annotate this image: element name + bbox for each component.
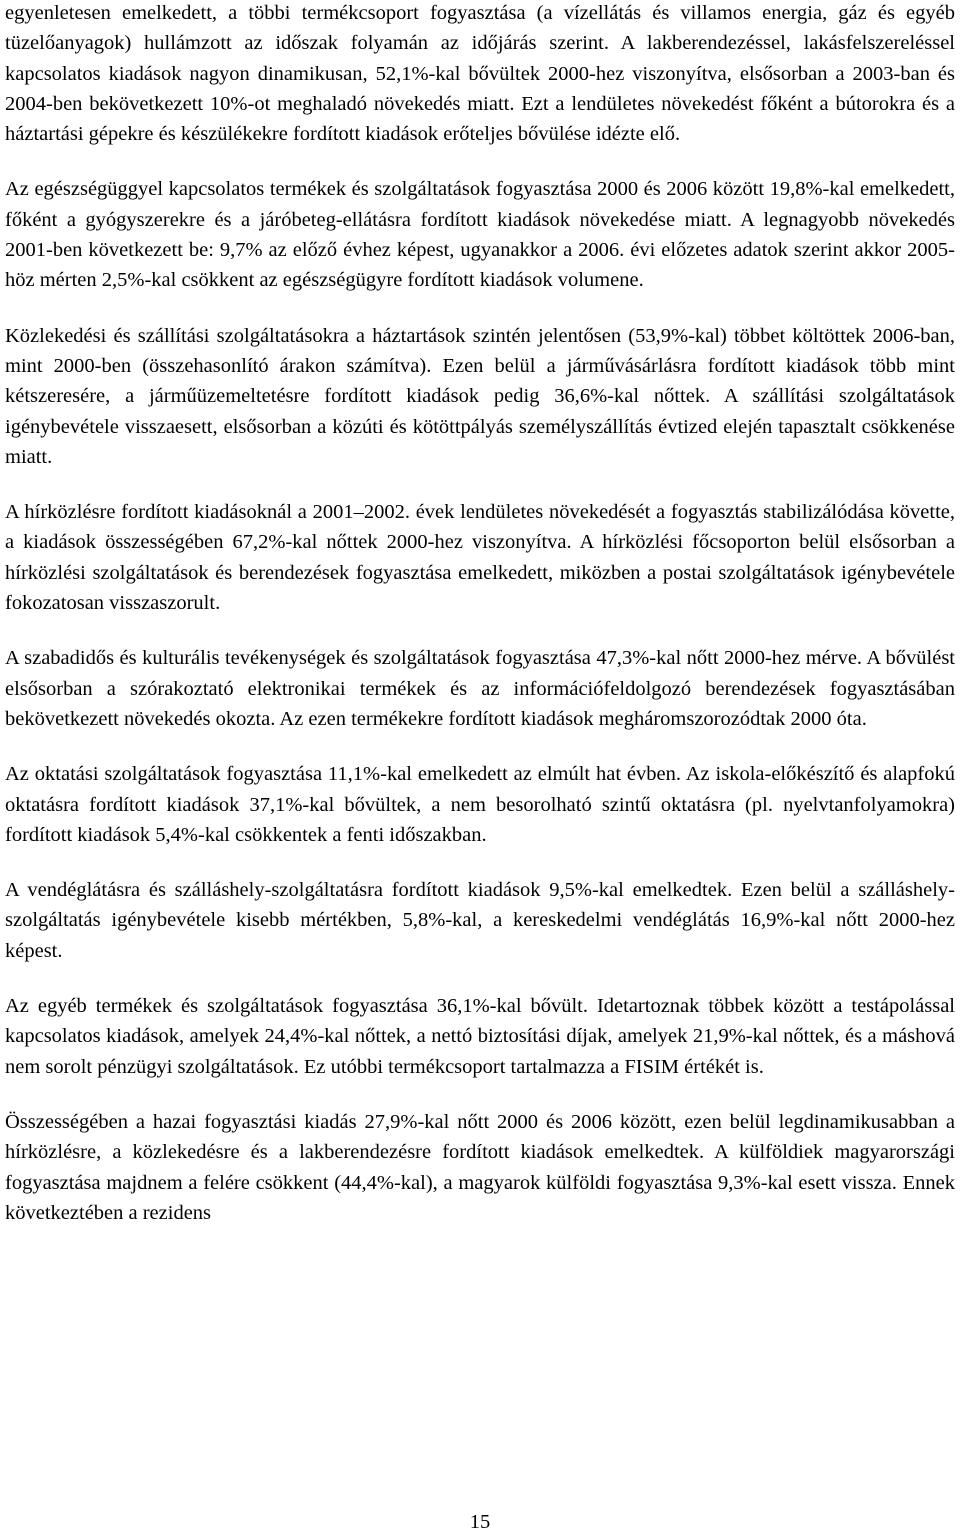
paragraph-housing: egyenletesen emelkedett, a többi termékcsoport fogyasztása (a vízellátás és villamos energia, gáz és egyéb tüzelőanyagok) hullámzott az időszak folyamán az időjárás szerint. A lakberendezéssel, lakásfelszereléssel kapcsolatos kiadások nagyon dinamikusan, 52,1%-kal bővültek 2000-hez viszonyítva, elsősorban a 2003-ban és 2004-ben bekövetkezett 10%-ot meghaladó növekedés miatt. Ezt a lendületes növekedést főként a bútorokra és a háztartási gépekre és készülékekre fordított kiadások erőteljes bővülése idézte elő.	[5, 2, 955, 146]
document-page	[5, 0, 955, 1253]
paragraph-hospitality: A vendéglátásra és szálláshely-szolgáltatásra fordított kiadások 9,5%-kal emelkedtek. Ezen belül a szálláshely-szolgáltatás igénybevétele kisebb mértékben, 5,8%-kal, a kereskedelmi vendéglátás 16,9%-kal nőtt 2000-hez képest.	[5, 879, 955, 962]
paragraph-education: Az oktatási szolgáltatások fogyasztása 11,1%-kal emelkedett az elmúlt hat évben. Az iskola-előkészítő és alapfokú oktatásra fordított kiadások 37,1%-kal bővültek, a nem besorolható szintű oktatásra (pl. nyelvtanfolyamokra) fordított kiadások 5,4%-kal csökkentek a fenti időszakban.	[5, 763, 955, 846]
paragraph-transport: Közlekedési és szállítási szolgáltatásokra a háztartások szintén jelentősen (53,9%-kal) többet költöttek 2006-ban, mint 2000-ben (összehasonlító árakon számítva). Ezen belül a járművásárlásra fordított kiadások több mint kétszeresére, a járműüzemeltetésre fordított kiadások pedig 36,6%-kal nőttek. A szállítási szolgáltatások igénybevétele visszaesett, elsősorban a közúti és kötöttpályás személyszállítás évtized elején tapasztalt csökkenése miatt.	[5, 324, 955, 468]
paragraph-summary: Összességében a hazai fogyasztási kiadás 27,9%-kal nőtt 2000 és 2006 között, ezen belül legdinamikusabban a hírközlésre, a közlekedésre és a lakberendezésre fordított kiadások emelkedtek. A külföldiek magyarországi fogyasztása majdnem a felére csökkent (44,4%-kal), a magyarok külföldi fogyasztása 9,3%-kal esett vissza. Ennek következtében a rezidens	[5, 1110, 955, 1224]
page-number: 15	[469, 1511, 491, 1533]
paragraph-health: Az egészségüggyel kapcsolatos termékek és szolgáltatások fogyasztása 2000 és 2006 között 19,8%-kal emelkedett, főként a gyógyszerekre és a járóbeteg-ellátásra fordított kiadások növekedése miatt. A legnagyobb növekedés 2001-ben következett be: 9,7% az előző évhez képest, ugyanakkor a 2006. évi előzetes adatok szerint akkor 2005-höz mérten 2,5%-kal csökkent az egészségügyre fordított kiadások volumene.	[5, 178, 955, 292]
paragraph-communication: A hírközlésre fordított kiadásoknál a 2001–2002. évek lendületes növekedését a fogyasztás stabilizálódása követte, a kiadások összességében 67,2%-kal nőttek 2000-hez viszonyítva. A hírközlési főcsoporton belül elsősorban a hírközlési szolgáltatások és berendezések fogyasztása emelkedett, miközben a postai szolgáltatások igénybevétele fokozatosan visszaszorult.	[5, 501, 955, 615]
paragraph-other-goods: Az egyéb termékek és szolgáltatások fogyasztása 36,1%-kal bővült. Idetartoznak többek között a testápolással kapcsolatos kiadások, amelyek 24,4%-kal nőttek, a nettó biztosítási díjak, amelyek 21,9%-kal nőttek, és a máshová nem sorolt pénzügyi szolgáltatások. Ez utóbbi termékcsoport tartalmazza a FISIM értékét is.	[5, 995, 955, 1078]
paragraph-recreation: A szabadidős és kulturális tevékenységek és szolgáltatások fogyasztása 47,3%-kal nőtt 2000-hez mérve. A bővülést elsősorban a szórakoztató elektronikai termékek és az információfeldolgozó berendezések fogyasztásában bekövetkezett növekedés okozta. Az ezen termékekre fordított kiadások megháromszorozódtak 2000 óta.	[5, 647, 955, 730]
